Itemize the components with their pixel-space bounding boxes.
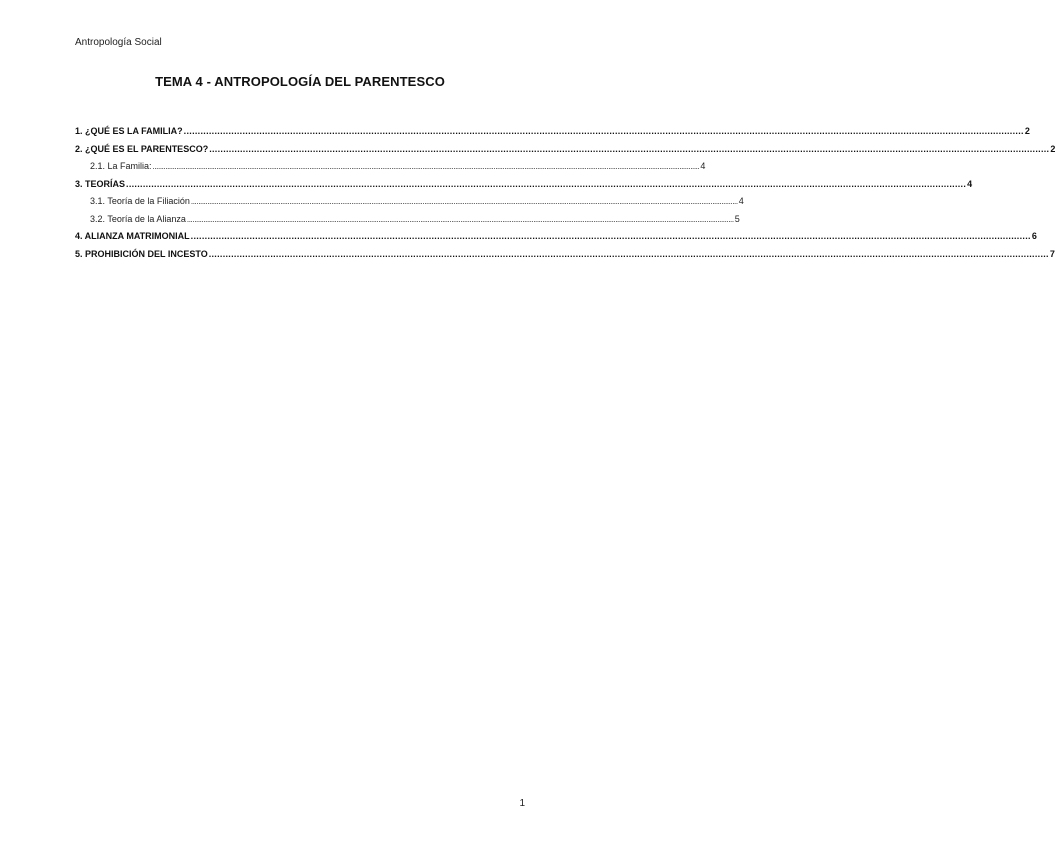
toc-entry[interactable] (75, 143, 1055, 162)
toc-dot-leader: ............................................................................................................................................................................................................................................................................................................ (209, 143, 1050, 154)
toc-entry-label: 3. TEORÍAS (75, 178, 126, 189)
document-title: TEMA 4 - ANTROPOLOGÍA DEL PARENTESCO (155, 74, 445, 89)
toc-entry[interactable] (75, 178, 973, 197)
page-number: 1 (519, 798, 525, 809)
toc-dot-leader: ............................................................................................................................................................................................................................................................................................................ (183, 126, 1024, 136)
toc-entry[interactable] (75, 248, 1055, 267)
toc-entry-page: 2 (1050, 143, 1055, 154)
toc-dot-leader: ............................................................................................................................................................................................................................................................................................................ (208, 248, 1049, 259)
toc-entry-label: 3.1. Teoría de la Filiación (90, 196, 190, 206)
toc-entry[interactable] (75, 231, 1037, 249)
toc-entry[interactable] (75, 126, 1030, 144)
toc-entry-label: 2.1. La Familia: (90, 161, 152, 171)
toc-dot-leader: ............................................................................................................................................................................................................................................................................................................ (186, 214, 734, 224)
toc-dot-leader: ............................................................................................................................................................................................................................................................................................................ (190, 197, 738, 206)
toc-entry-label: 5. PROHIBICIÓN DEL INCESTO (75, 248, 208, 259)
toc-entry-page: 5 (734, 213, 740, 224)
toc-entry-label: 3.2. Teoría de la Alianza (90, 213, 186, 224)
toc-entry-page: 7 (1049, 248, 1055, 259)
running-header: Antropología Social (75, 37, 162, 48)
toc-entry-page: 2 (1024, 126, 1030, 136)
toc-entry-page: 4 (738, 196, 744, 206)
toc-entry-label: 2. ¿QUÉ ES EL PARENTESCO? (75, 143, 209, 154)
toc-dot-leader: ............................................................................................................................................................................................................................................................................................................ (152, 162, 700, 171)
toc-entry-label: 1. ¿QUÉ ES LA FAMILIA? (75, 126, 183, 136)
toc-entry[interactable] (75, 161, 706, 179)
toc-entry-label: 4. ALIANZA MATRIMONIAL (75, 231, 190, 241)
toc-dot-leader: ............................................................................................................................................................................................................................................................................................................ (190, 231, 1031, 241)
toc-entry-page: 6 (1031, 231, 1037, 241)
toc-entry-page: 4 (967, 178, 973, 189)
table-of-contents (75, 126, 1055, 266)
toc-dot-leader: ............................................................................................................................................................................................................................................................................................................ (126, 178, 967, 189)
toc-entry-page: 4 (700, 161, 706, 171)
toc-entry[interactable] (75, 213, 740, 232)
toc-entry[interactable] (75, 196, 744, 214)
